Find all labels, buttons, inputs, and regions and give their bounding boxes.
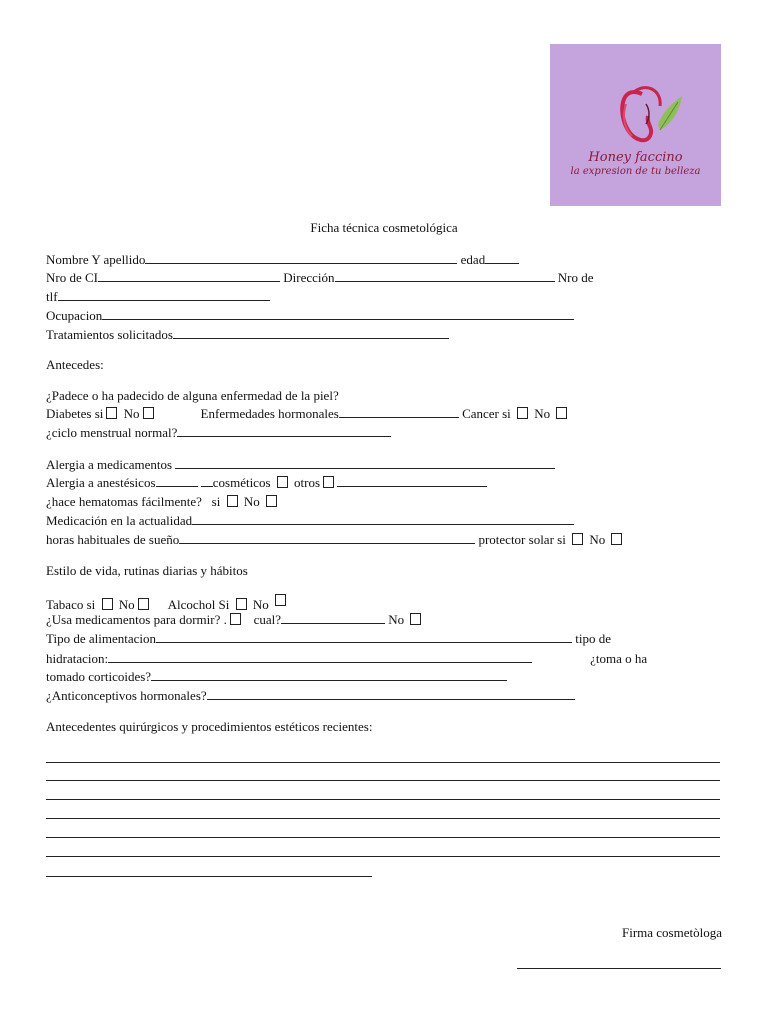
padece-question: ¿Padece o ha padecido de alguna enfermedad de la piel? [46, 388, 339, 403]
line-medicacion: Medicación en la actualidad [46, 513, 574, 529]
tratamientos-field[interactable] [173, 327, 449, 339]
alcohol-no-checkbox[interactable] [275, 594, 286, 606]
protector-si-checkbox[interactable] [572, 533, 583, 545]
line-horas: horas habituales de sueño protector solar si No [46, 532, 625, 548]
nombre-field[interactable] [145, 252, 457, 264]
line-ocupacion: Ocupacion [46, 308, 574, 324]
otros-checkbox[interactable] [323, 476, 334, 488]
edad-field[interactable] [485, 252, 519, 264]
hematomas-si-checkbox[interactable] [227, 495, 238, 507]
line-tabaco: Tabaco si No Alcochol Si No [46, 594, 289, 613]
hormonales-field[interactable] [339, 406, 459, 418]
anticonceptivos-field[interactable] [207, 688, 575, 700]
line-diabetes: Diabetes si No Enfermedades hormonales Cancer si No [46, 406, 570, 422]
cosmeticos-checkbox[interactable] [277, 476, 288, 488]
line-anticonceptivos: ¿Anticonceptivos hormonales? [46, 688, 575, 704]
diabetes-no-checkbox[interactable] [143, 407, 154, 419]
quirurgicos-line[interactable] [46, 856, 720, 857]
line-alergia-anest: Alergia a anestésicos cosméticos otros [46, 475, 487, 491]
quirurgicos-line[interactable] [46, 837, 720, 838]
diabetes-si-checkbox[interactable] [106, 407, 117, 419]
tipo-alim-field[interactable] [156, 631, 572, 643]
line-corticoides: tomado corticoides? [46, 669, 507, 685]
line-tipo-alim: Tipo de alimentacion tipo de [46, 631, 612, 646]
usa-med-no-checkbox[interactable] [410, 613, 421, 625]
estilo-heading: Estilo de vida, rutinas diarias y hábitos [46, 563, 248, 578]
quirurgicos-line[interactable] [46, 876, 372, 877]
quirurgicos-line[interactable] [46, 799, 720, 800]
tlf-field[interactable] [58, 289, 270, 301]
cual-field[interactable] [281, 612, 385, 624]
hidratacion-field[interactable] [108, 651, 532, 663]
hematomas-no-checkbox[interactable] [266, 495, 277, 507]
line-hidratacion: hidratacion: ¿toma o ha [46, 651, 648, 666]
alergia-anest-field[interactable] [156, 475, 198, 487]
woman-face-logo-icon [550, 44, 721, 206]
medicacion-field[interactable] [192, 513, 574, 525]
direccion-field[interactable] [335, 270, 555, 282]
quirurgicos-heading: Antecedentes quirúrgicos y procedimientos estéticos recientes: [46, 719, 373, 734]
line-usa-med: ¿Usa medicamentos para dormir? . cual? No [46, 612, 424, 628]
line-tratamientos: Tratamientos solicitados [46, 327, 449, 343]
line-ciclo: ¿ciclo menstrual normal? [46, 425, 391, 441]
horas-field[interactable] [179, 532, 475, 544]
line-hematomas: ¿hace hematomas fácilmente? si No [46, 494, 280, 510]
cancer-no-checkbox[interactable] [556, 407, 567, 419]
page-title: Ficha técnica cosmetológica [310, 220, 458, 235]
signature-line[interactable] [517, 968, 721, 969]
signature-label: Firma cosmetòloga [621, 925, 722, 940]
logo-brand-name: Honey faccino [588, 150, 683, 165]
quirurgicos-line[interactable] [46, 762, 720, 763]
tabaco-si-checkbox[interactable] [102, 598, 113, 610]
quirurgicos-line[interactable] [46, 818, 720, 819]
line-nombre: Nombre Y apellido edad [46, 252, 519, 268]
line-ci: Nro de CI Dirección Nro de [46, 270, 594, 285]
alcohol-si-checkbox[interactable] [236, 598, 247, 610]
corticoides-field[interactable] [151, 669, 507, 681]
ci-field[interactable] [98, 270, 280, 282]
otros-field[interactable] [337, 475, 487, 487]
logo-tagline: la expresion de tu belleza [570, 166, 701, 177]
antecedes-heading: Antecedes: [46, 357, 104, 372]
ciclo-field[interactable] [177, 425, 391, 437]
cancer-si-checkbox[interactable] [517, 407, 528, 419]
logo [550, 44, 721, 206]
line-tlf: tlf [46, 289, 270, 305]
tabaco-no-checkbox[interactable] [138, 598, 149, 610]
line-alergia-med: Alergia a medicamentos [46, 457, 555, 473]
quirurgicos-line[interactable] [46, 780, 720, 781]
usa-med-checkbox[interactable] [230, 613, 241, 625]
ocupacion-field[interactable] [102, 308, 574, 320]
alergia-med-field[interactable] [175, 457, 555, 469]
protector-no-checkbox[interactable] [611, 533, 622, 545]
